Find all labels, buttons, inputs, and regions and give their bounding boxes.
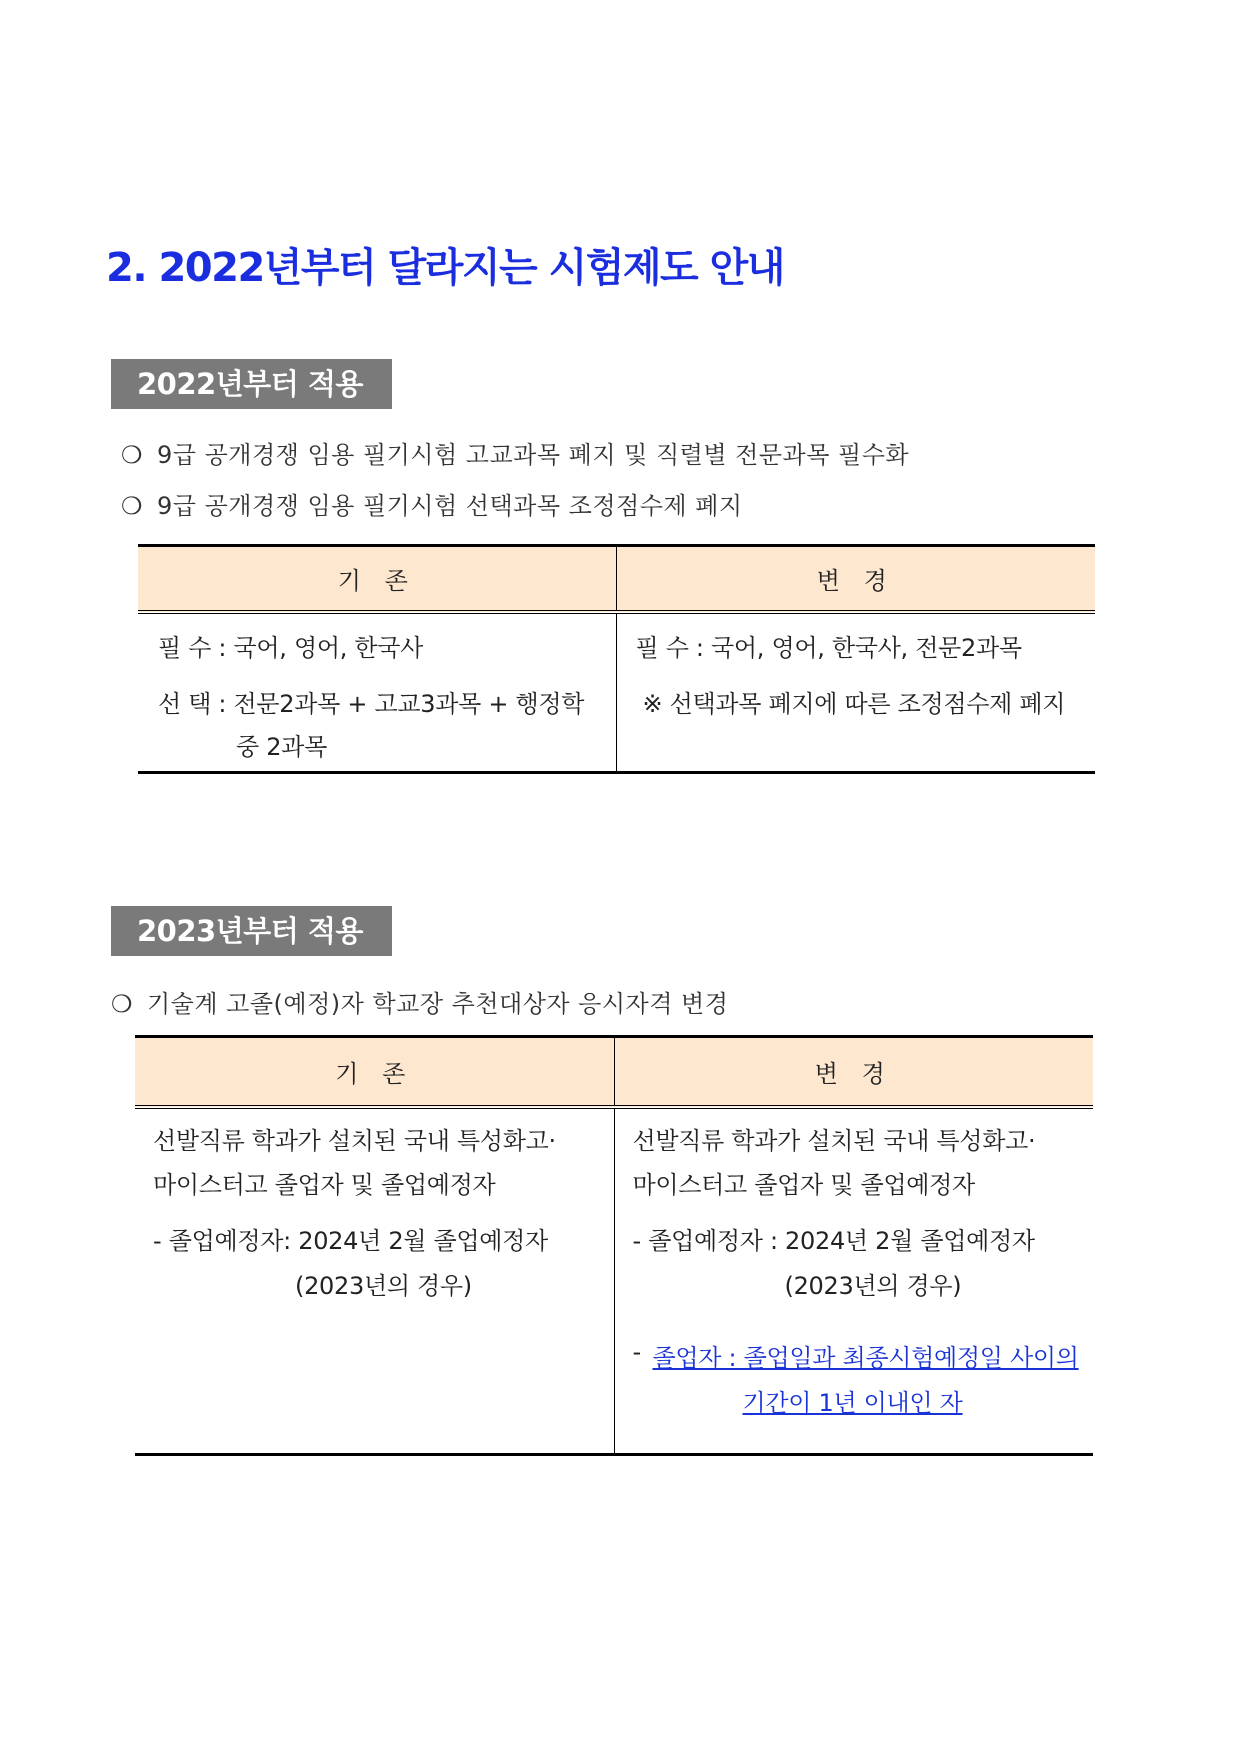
header-changed: 변 경 xyxy=(614,1037,1093,1107)
existing-line-3: - 졸업예정자: 2024년 2월 졸업예정자 xyxy=(153,1226,548,1255)
changed-required: 필 수 : 국어, 영어, 한국사, 전문2과목 xyxy=(635,633,1022,662)
bullet-text: 9급 공개경쟁 임용 필기시험 선택과목 조정점수제 폐지 xyxy=(157,492,743,520)
cell-changed xyxy=(614,1107,1093,1455)
changed-line-1: 선발직류 학과가 설치된 국내 특성화고· xyxy=(632,1126,1036,1155)
changed-line-2: 마이스터고 졸업자 및 졸업예정자 xyxy=(632,1170,975,1199)
comparison-table-2022 xyxy=(138,544,1095,774)
existing-line-4: (2023년의 경우) xyxy=(295,1271,472,1300)
changed-line-3: - 졸업예정자 : 2024년 2월 졸업예정자 xyxy=(632,1226,1035,1255)
cell-changed xyxy=(616,612,1095,773)
circle-bullet-icon: ❍ xyxy=(121,492,144,520)
cell-existing xyxy=(135,1107,614,1455)
circle-bullet-icon: ❍ xyxy=(121,441,144,469)
cell-existing xyxy=(138,612,616,773)
bullet-text: 9급 공개경쟁 임용 필기시험 고교과목 폐지 및 직렬별 전문과목 필수화 xyxy=(157,441,910,469)
bullet-2022-1 xyxy=(121,435,909,470)
document-title: 2. 2022년부터 달라지는 시험제도 안내 xyxy=(106,245,784,291)
bullet-text: 기술계 고졸(예정)자 학교장 추천대상자 응시자격 변경 xyxy=(147,990,729,1018)
changed-graduate-link-cont[interactable]: 기간이 1년 이내인 자 xyxy=(742,1388,963,1417)
header-changed: 변 경 xyxy=(616,546,1095,612)
changed-dash: - xyxy=(632,1337,641,1366)
changed-note: ※ 선택과목 폐지에 따른 조정점수제 폐지 xyxy=(642,689,1066,718)
circle-bullet-icon: ❍ xyxy=(111,990,134,1018)
existing-elective-cont: 중 2과목 xyxy=(236,732,327,761)
bullet-2022-2 xyxy=(121,486,743,521)
changed-graduate-link[interactable]: 졸업자 : 졸업일과 최종시험예정일 사이의 xyxy=(652,1343,1079,1372)
existing-line-2: 마이스터고 졸업자 및 졸업예정자 xyxy=(153,1170,496,1199)
changed-line-4: (2023년의 경우) xyxy=(784,1271,962,1300)
bullet-2023-1 xyxy=(111,984,728,1019)
comparison-table-2023 xyxy=(135,1035,1093,1456)
section-label-2023: 2023년부터 적용 xyxy=(111,906,392,956)
existing-elective: 선 택 : 전문2과목 + 고교3과목 + 행정학 xyxy=(158,689,585,718)
section-label-2022: 2022년부터 적용 xyxy=(111,359,392,409)
existing-required: 필 수 : 국어, 영어, 한국사 xyxy=(158,633,424,662)
header-existing: 기 존 xyxy=(135,1037,614,1107)
existing-line-1: 선발직류 학과가 설치된 국내 특성화고· xyxy=(153,1126,556,1155)
header-existing: 기 존 xyxy=(138,546,616,612)
